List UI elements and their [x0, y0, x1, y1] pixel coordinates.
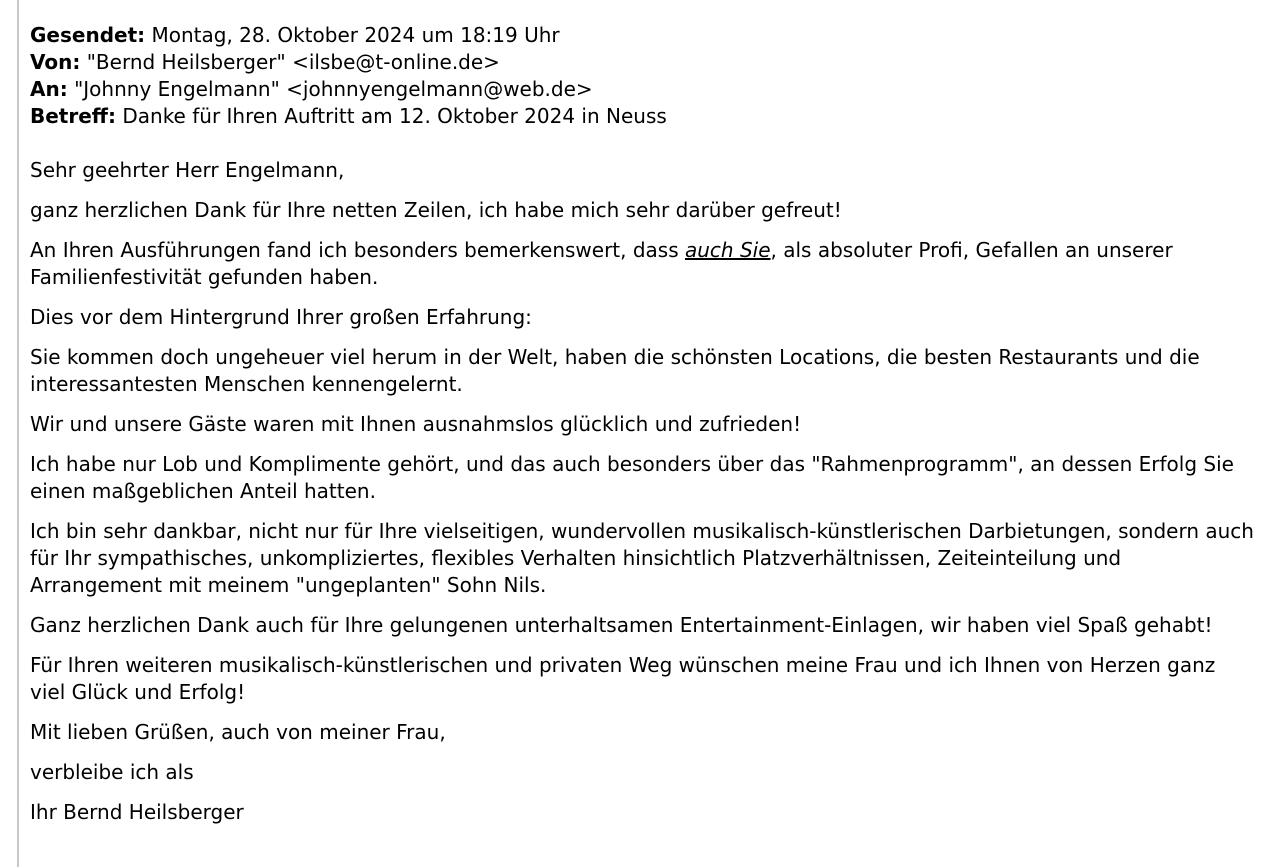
- paragraph-thanks: ganz herzlichen Dank für Ihre netten Zeilen, ich habe mich sehr darüber gefreut!: [30, 198, 842, 222]
- paragraph-praise: Ich habe nur Lob und Komplimente gehört, und das auch besonders über das "Rahmenprogramm", an dessen Erfolg Sie einen maßgeblichen Anteil hatten.: [30, 452, 1234, 503]
- signature: Ihr Bernd Heilsberger: [30, 800, 244, 824]
- paragraph-world: Sie kommen doch ungeheuer viel herum in der Welt, haben die schönsten Locations, die besten Restaurants und die interessantesten Menschen kennengelernt.: [30, 345, 1200, 396]
- header-subject: [30, 103, 1255, 130]
- from-value: "Bernd Heilsberger" <ilsbe@t-online.de>: [86, 50, 500, 74]
- paragraph-gratitude: Ich bin sehr dankbar, nicht nur für Ihre vielseitigen, wundervollen musikalisch-künstlerischen Darbietungen, sondern auch für Ihr sympathisches, unkompliziertes, flexibles Verhalten hinsichtlich Platzverhältnissen, Zeiteinteilung und Arrangement mit meinem "ungeplanten" Sohn Nils.: [30, 519, 1254, 597]
- greeting: Sehr geehrter Herr Engelmann,: [30, 158, 345, 182]
- to-value: "Johnny Engelmann" <johnnyengelmann@web.de>: [74, 77, 593, 101]
- closing-regards: Mit lieben Grüßen, auch von meiner Frau,: [30, 720, 446, 744]
- sent-value: Montag, 28. Oktober 2024 um 18:19 Uhr: [151, 23, 560, 47]
- from-label: Von:: [30, 50, 81, 74]
- subject-value: Danke für Ihren Auftritt am 12. Oktober 2024 in Neuss: [122, 104, 667, 128]
- paragraph-remarkable-end: , als absoluter Profi, Gefallen an unserer Familienfestivität gefunden haben.: [30, 238, 1173, 289]
- closing-remain: verbleibe ich als: [30, 760, 194, 784]
- quote-bar: [17, 0, 19, 867]
- paragraph-experience: Dies vor dem Hintergrund Ihrer großen Erfahrung:: [30, 305, 532, 329]
- paragraph-remarkable: [30, 237, 1255, 291]
- email-body: [30, 157, 1255, 826]
- emphasis-auch-sie: auch Sie: [685, 238, 771, 262]
- paragraph-remarkable-start: An Ihren Ausführungen fand ich besonders bemerkenswert, dass: [30, 238, 685, 262]
- header-sent: [30, 22, 1255, 49]
- paragraph-guests: Wir und unsere Gäste waren mit Ihnen ausnahmslos glücklich und zufrieden!: [30, 412, 802, 436]
- to-label: An:: [30, 77, 68, 101]
- header-from: [30, 49, 1255, 76]
- header-to: [30, 76, 1255, 103]
- email-message: [30, 22, 1255, 839]
- subject-label: Betreff:: [30, 104, 116, 128]
- paragraph-entertainment: Ganz herzlichen Dank auch für Ihre gelungenen unterhaltsamen Entertainment-Einlagen, wir haben viel Spaß gehabt!: [30, 613, 1213, 637]
- sent-label: Gesendet:: [30, 23, 146, 47]
- paragraph-wishes: Für Ihren weiteren musikalisch-künstlerischen und privaten Weg wünschen meine Frau und ich Ihnen von Herzen ganz viel Glück und Erfolg!: [30, 653, 1216, 704]
- email-header: [30, 22, 1255, 130]
